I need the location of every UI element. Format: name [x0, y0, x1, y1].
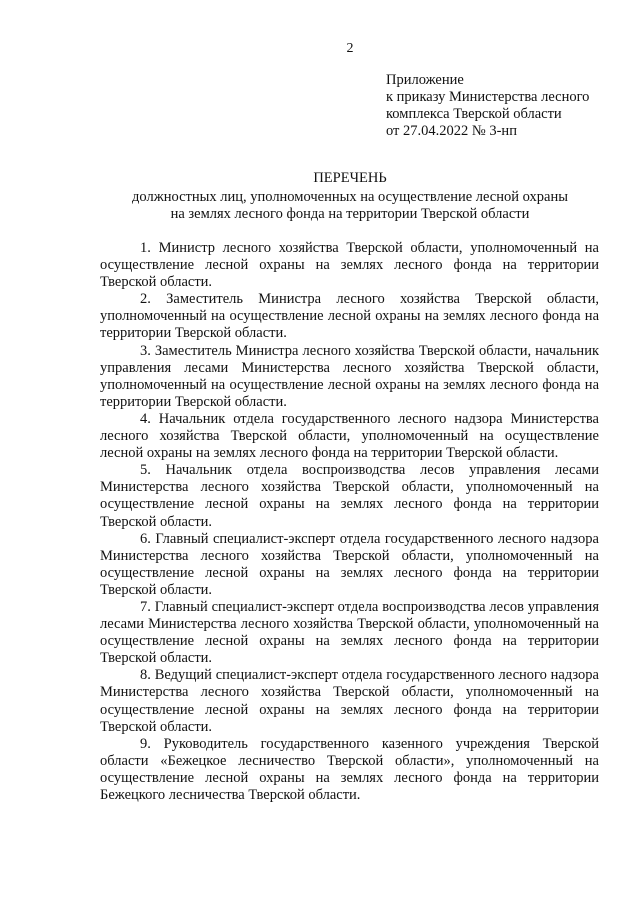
appendix-line: комплекса Тверской области	[386, 106, 562, 122]
appendix-line: от 27.04.2022 № 3-нп	[386, 123, 517, 139]
document-subtitle-line: должностных лиц, уполномоченных на осуществление лесной охраны	[132, 189, 568, 205]
list-item: 1. Министр лесного хозяйства Тверской области, уполномоченный на осуществление лесной охраны на землях лесного фонда на территории Тверской области.	[100, 240, 599, 291]
document-subtitle-line: на землях лесного фонда на территории Тверской области	[170, 206, 530, 222]
list-item: 4. Начальник отдела государственного лесного надзора Министерства лесного хозяйства Тверской области, уполномоченный на осуществление лесной охраны на землях лесного фонда на территории Тверской области.	[100, 410, 599, 462]
document-title: ПЕРЕЧЕНЬ	[313, 170, 387, 186]
page-number: 2	[346, 41, 354, 56]
appendix-line: к приказу Министерства лесного	[386, 89, 590, 105]
list-item: 9. Руководитель государственного казенного учреждения Тверской области «Бежецкое лесничество Тверской области», уполномоченный на осуществление лесной охраны на землях лесного фонда на территории Бежецкого лесничества Тверской области.	[100, 735, 599, 803]
list-body	[100, 240, 599, 804]
list-item: 6. Главный специалист-эксперт отдела государственного лесного надзора Министерства лесного хозяйства Тверской области, уполномоченный на осуществление лесной охраны на землях лесного фонда на территории Тверской области.	[100, 530, 599, 598]
list-item: 8. Ведущий специалист-эксперт отдела государственного лесного надзора Министерства лесного хозяйства Тверской области, уполномоченный на осуществление лесной охраны на землях лесного фонда на территории Тверской области.	[100, 667, 599, 735]
list-item: 2. Заместитель Министра лесного хозяйства Тверской области, уполномоченный на осуществление лесной охраны на землях лесного фонда на территории Тверской области.	[100, 291, 599, 342]
list-item: 3. Заместитель Министра лесного хозяйства Тверской области, начальник управления лесами Министерства лесного хозяйства Тверской области, уполномоченный на осуществление лесной охраны на землях лесного фонда на территории Тверской области.	[100, 342, 599, 410]
appendix-block	[386, 72, 626, 140]
list-item: 7. Главный специалист-эксперт отдела воспроизводства лесов управления лесами Министерства лесного хозяйства Тверской области, уполномоченный на осуществление лесной охраны на землях лесного фонда на территории Тверской области.	[100, 598, 599, 667]
list-item: 5. Начальник отдела воспроизводства лесов управления лесами Министерства лесного хозяйства Тверской области, уполномоченный на осуществление лесной охраны на землях лесного фонда на территории Тверской области.	[100, 462, 599, 530]
appendix-line: Приложение	[386, 72, 464, 88]
title-block	[98, 170, 602, 223]
